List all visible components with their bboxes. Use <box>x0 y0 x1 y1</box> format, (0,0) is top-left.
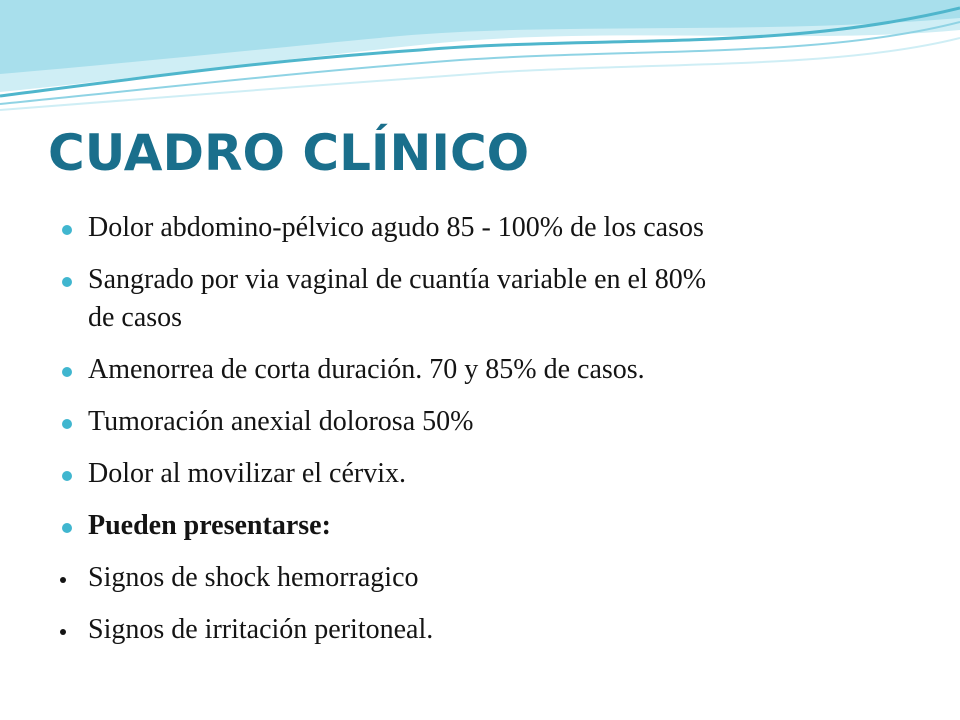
sub-bullet-item: Signos de shock hemorragico <box>56 562 936 594</box>
bullet-item: Dolor al movilizar el cérvix. <box>56 458 936 490</box>
bullet-item-heading: Pueden presentarse: <box>56 510 936 542</box>
slide-title: CUADRO CLÍNICO <box>48 124 530 182</box>
header-wave-decoration <box>0 0 960 130</box>
bullet-item: Amenorrea de corta duración. 70 y 85% de casos. <box>56 354 936 386</box>
sub-bullet-item: Signos de irritación peritoneal. <box>56 614 936 646</box>
bullet-item-continuation: de casos <box>88 302 183 333</box>
bullet-item: Sangrado por via vaginal de cuantía variable en el 80% <box>56 264 936 296</box>
bullet-list <box>56 208 936 646</box>
bullet-item: Tumoración anexial dolorosa 50% <box>56 406 936 438</box>
bullet-item: Dolor abdomino-pélvico agudo 85 - 100% de los casos <box>56 212 936 244</box>
